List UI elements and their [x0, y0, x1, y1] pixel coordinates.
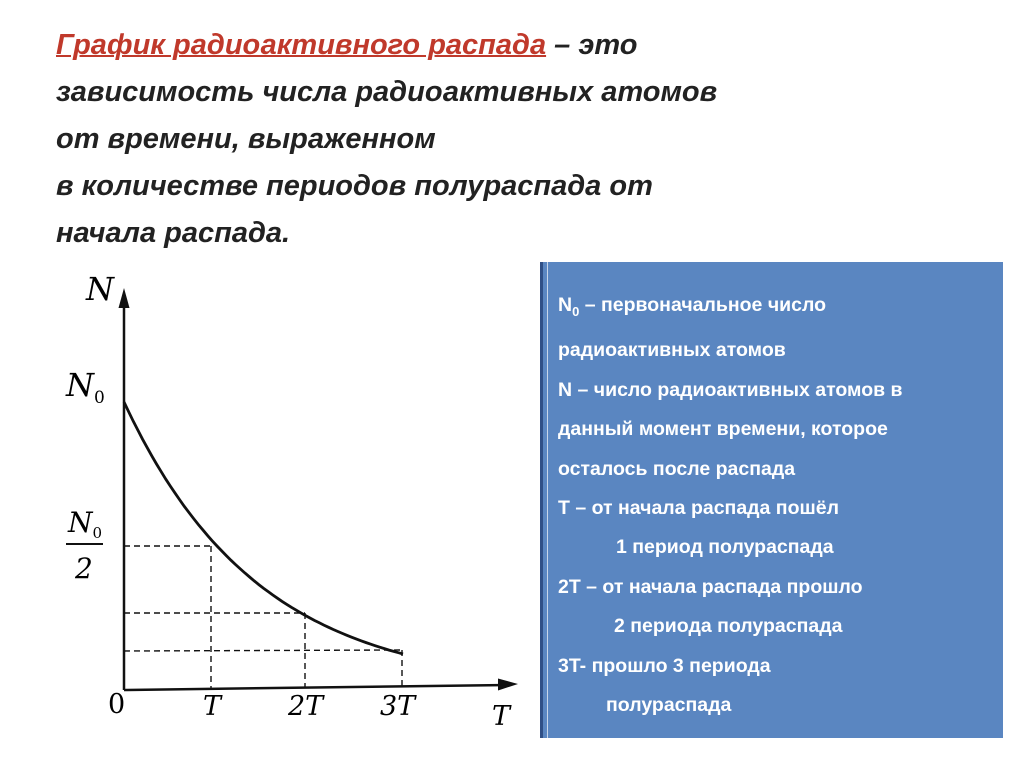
legend-2t-row-2: 2 периода полураспада: [614, 615, 843, 638]
heading-line-3: от времени, выраженном: [56, 123, 436, 155]
x-tick-t: T: [203, 691, 222, 722]
x-tick-2t: 2T: [288, 691, 324, 722]
y-tick-half-sub: 0: [92, 524, 103, 542]
legend-n-row-2: данный момент времени, которое: [558, 418, 888, 441]
legend-n-row: N – число радиоактивных атомов в: [558, 378, 903, 401]
y-tick-half-den: 2: [75, 552, 93, 585]
y-tick-n0-main: N: [66, 366, 94, 404]
guide-eighth-horizontal: [124, 650, 402, 651]
legend-rows: [558, 286, 997, 725]
legend-n0-row-2: радиоактивных атомов: [558, 339, 786, 362]
heading-line-4: в количестве периодов полураспада от: [56, 170, 653, 202]
y-tick-half-num: [67, 506, 102, 542]
legend-n-row-3: осталось после распада: [558, 457, 796, 480]
legend-2t-row: 2T – от начала распада прошло: [558, 575, 863, 598]
heading-line-1: [56, 22, 856, 69]
legend-t-row-2: 1 период полураспада: [616, 536, 834, 559]
legend-edge-line: [547, 262, 548, 738]
legend-n0-symbol: N: [558, 294, 573, 316]
x-axis-arrow: [498, 679, 518, 691]
decay-graph: [40, 262, 525, 740]
guide-lines: [124, 546, 402, 688]
y-tick-half-main: N: [68, 506, 93, 539]
y-axis-label: N: [86, 270, 114, 308]
y-tick-n0-sub: 0: [94, 388, 105, 408]
x-tick-3t: 3T: [380, 691, 416, 722]
legend-t-row: T – от начала распада пошёл: [558, 496, 839, 519]
heading-term: График радиоактивного распада: [56, 29, 547, 61]
legend-3t-row: 3T- прошло 3 периода: [558, 654, 771, 677]
x-axis-label: T: [492, 701, 511, 732]
heading-dash-text: – это: [554, 29, 638, 61]
heading-line-5: начала распада.: [56, 217, 291, 249]
legend-n0-row: [558, 286, 997, 331]
slide-heading: [56, 22, 856, 257]
y-tick-n0: [65, 366, 105, 408]
legend-3t-row-2: полураспада: [606, 693, 732, 716]
legend-n0-sub: 0: [572, 303, 580, 319]
y-axis-arrow: [119, 288, 130, 308]
legend-n0-text: – первоначальное число: [579, 294, 827, 316]
heading-line-2: зависимость числа радиоактивных атомов: [56, 76, 718, 108]
decay-curve: [124, 402, 403, 654]
x-axis: [124, 685, 508, 690]
legend-box: [540, 262, 1003, 738]
origin-label: 0: [108, 689, 126, 720]
